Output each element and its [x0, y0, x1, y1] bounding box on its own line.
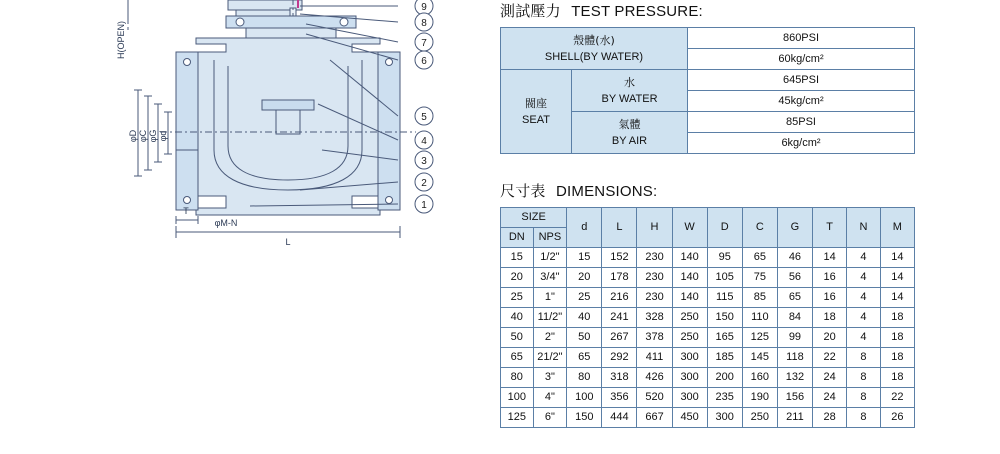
dimension-cell-D: 235 — [707, 388, 742, 408]
dimension-cell-DN: 80 — [501, 368, 534, 388]
dimension-cell-L: 356 — [602, 388, 637, 408]
dimension-cell-d: 150 — [567, 408, 602, 428]
col-header-C: C — [742, 208, 777, 248]
dimension-cell-D: 185 — [707, 348, 742, 368]
dimension-cell-d: 65 — [567, 348, 602, 368]
dimension-cell-DN: 15 — [501, 248, 534, 268]
dimension-cell-W: 140 — [672, 268, 707, 288]
table-row — [501, 308, 915, 328]
dimensions-table — [500, 207, 915, 428]
dimension-cell-T: 18 — [813, 308, 847, 328]
dimension-cell-G: 211 — [777, 408, 812, 428]
table-row — [501, 28, 915, 49]
table-row — [501, 70, 915, 91]
dimension-cell-N: 4 — [847, 248, 881, 268]
dimension-cell-G: 132 — [777, 368, 812, 388]
dimension-cell-H: 667 — [637, 408, 672, 428]
dimension-cell-C: 190 — [742, 388, 777, 408]
dimensions-title — [500, 180, 1000, 201]
table-row — [501, 268, 915, 288]
col-header-M: M — [880, 208, 914, 248]
table-row — [501, 248, 915, 268]
dimension-cell-L: 318 — [602, 368, 637, 388]
valve-technical-drawing — [0, 0, 480, 454]
dimension-cell-H: 230 — [637, 268, 672, 288]
seat-by-water-cn: 水 — [624, 75, 635, 89]
table-header-row — [501, 208, 915, 228]
dimension-cell-C: 250 — [742, 408, 777, 428]
dimension-cell-L: 292 — [602, 348, 637, 368]
dimension-cell-H: 230 — [637, 248, 672, 268]
dimension-cell-NPS: 4" — [533, 388, 567, 408]
label-phi-g: φG — [148, 129, 158, 143]
dimension-cell-N: 4 — [847, 268, 881, 288]
dimension-cell-D: 105 — [707, 268, 742, 288]
col-header-N: N — [847, 208, 881, 248]
dimension-cell-C: 110 — [742, 308, 777, 328]
dimension-cell-M: 18 — [880, 368, 914, 388]
dimension-cell-DN: 125 — [501, 408, 534, 428]
dimension-cell-M: 18 — [880, 308, 914, 328]
dimension-cell-T: 20 — [813, 328, 847, 348]
col-header-DN: DN — [501, 228, 534, 248]
dimension-cell-W: 300 — [672, 388, 707, 408]
dimension-cell-C: 125 — [742, 328, 777, 348]
dimension-cell-M: 14 — [880, 288, 914, 308]
dimension-cell-M: 18 — [880, 328, 914, 348]
shell-label-cell — [501, 28, 688, 70]
table-row — [501, 288, 915, 308]
label-h-open: H(OPEN) — [116, 21, 126, 59]
callout-3: 3 — [421, 156, 427, 167]
seat-by-air-en: BY AIR — [611, 134, 648, 147]
dimension-cell-d: 15 — [567, 248, 602, 268]
dimension-cell-W: 450 — [672, 408, 707, 428]
seat-label-en: SEAT — [522, 113, 550, 126]
dimension-cell-DN: 50 — [501, 328, 534, 348]
dimension-cell-L: 267 — [602, 328, 637, 348]
dimension-cell-D: 200 — [707, 368, 742, 388]
dimension-cell-D: 165 — [707, 328, 742, 348]
dimension-cell-G: 156 — [777, 388, 812, 408]
dimension-cell-L: 241 — [602, 308, 637, 328]
dimension-cell-G: 118 — [777, 348, 812, 368]
size-group-header: SIZE — [501, 208, 567, 228]
test-pressure-title-cn: 測試壓力 — [500, 2, 561, 20]
label-phi-d-bore: φd — [158, 130, 168, 142]
dimension-cell-NPS: 2" — [533, 328, 567, 348]
label-phi-d-outer: φD — [128, 129, 138, 143]
dimension-cell-DN: 20 — [501, 268, 534, 288]
seat-by-water-en: BY WATER — [601, 92, 658, 105]
dimension-cell-G: 56 — [777, 268, 812, 288]
dimension-cell-W: 250 — [672, 328, 707, 348]
callout-8: 8 — [421, 18, 427, 29]
dimension-cell-N: 4 — [847, 288, 881, 308]
shell-label-cn: 殼體(水) — [573, 33, 615, 47]
label-phi-c: φC — [138, 129, 148, 143]
dimension-cell-T: 16 — [813, 268, 847, 288]
dimension-cell-C: 75 — [742, 268, 777, 288]
dimension-cell-d: 25 — [567, 288, 602, 308]
test-pressure-title — [500, 0, 1000, 21]
seat-air-value-kg: 6kg/cm² — [688, 133, 915, 154]
dimension-cell-H: 426 — [637, 368, 672, 388]
dimension-cell-DN: 65 — [501, 348, 534, 368]
test-pressure-title-en: TEST PRESSURE: — [571, 3, 703, 20]
seat-by-air-cn: 氣體 — [618, 117, 641, 131]
dimension-cell-N: 8 — [847, 368, 881, 388]
dimension-cell-NPS: 1/2" — [533, 248, 567, 268]
dimension-cell-C: 160 — [742, 368, 777, 388]
dimension-cell-M: 18 — [880, 348, 914, 368]
dimension-cell-H: 520 — [637, 388, 672, 408]
dimension-cell-L: 152 — [602, 248, 637, 268]
dimension-cell-DN: 40 — [501, 308, 534, 328]
table-row — [501, 408, 915, 428]
dimension-cell-M: 14 — [880, 248, 914, 268]
dimensions-title-en: DIMENSIONS: — [555, 183, 658, 200]
col-header-NPS: NPS — [533, 228, 567, 248]
label-t: T — [183, 206, 189, 216]
dimension-cell-NPS: 6" — [533, 408, 567, 428]
dimension-cell-W: 300 — [672, 348, 707, 368]
dimension-cell-N: 4 — [847, 328, 881, 348]
callout-7: 7 — [421, 38, 427, 49]
dimension-cell-C: 65 — [742, 248, 777, 268]
dimension-cell-G: 84 — [777, 308, 812, 328]
col-header-D: D — [707, 208, 742, 248]
shell-value-kg: 60kg/cm² — [688, 49, 915, 70]
dimension-cell-d: 100 — [567, 388, 602, 408]
callout-2: 2 — [421, 178, 427, 189]
dimension-cell-T: 22 — [813, 348, 847, 368]
dimension-cell-W: 140 — [672, 288, 707, 308]
dimension-cell-DN: 100 — [501, 388, 534, 408]
dimension-cell-M: 26 — [880, 408, 914, 428]
dimension-cell-d: 20 — [567, 268, 602, 288]
dimension-cell-D: 95 — [707, 248, 742, 268]
table-row — [501, 348, 915, 368]
dimension-cell-H: 378 — [637, 328, 672, 348]
dimension-cell-M: 22 — [880, 388, 914, 408]
dimension-cell-G: 46 — [777, 248, 812, 268]
col-header-W: W — [672, 208, 707, 248]
dimensions-title-cn: 尺寸表 — [500, 182, 546, 200]
dimension-cell-N: 4 — [847, 308, 881, 328]
dimension-cell-N: 8 — [847, 388, 881, 408]
dimension-cell-T: 28 — [813, 408, 847, 428]
callout-9: 9 — [421, 2, 427, 13]
dimension-cell-N: 8 — [847, 348, 881, 368]
label-phi-m-n: φM-N — [214, 218, 238, 228]
seat-water-value-kg: 45kg/cm² — [688, 91, 915, 112]
dimension-cell-NPS: 3" — [533, 368, 567, 388]
dimension-cell-NPS: 3/4" — [533, 268, 567, 288]
dimension-cell-DN: 25 — [501, 288, 534, 308]
dimension-cell-W: 250 — [672, 308, 707, 328]
seat-label-cn: 閥座 — [525, 96, 547, 110]
dimension-cell-T: 14 — [813, 248, 847, 268]
dimension-cell-L: 178 — [602, 268, 637, 288]
seat-by-water-label — [572, 70, 688, 112]
dimension-cell-T: 24 — [813, 368, 847, 388]
callout-1: 1 — [421, 200, 427, 211]
table-row — [501, 368, 915, 388]
col-header-d: d — [567, 208, 602, 248]
dimension-cell-W: 300 — [672, 368, 707, 388]
dimension-cell-NPS: 11/2" — [533, 308, 567, 328]
dimension-cell-NPS: 21/2" — [533, 348, 567, 368]
dimension-cell-d: 50 — [567, 328, 602, 348]
dimension-cell-C: 85 — [742, 288, 777, 308]
dimension-cell-T: 16 — [813, 288, 847, 308]
dimension-cell-G: 65 — [777, 288, 812, 308]
dimension-cell-N: 8 — [847, 408, 881, 428]
seat-air-value-psi: 85PSI — [688, 112, 915, 133]
dimension-cell-D: 300 — [707, 408, 742, 428]
seat-label-cell — [501, 70, 572, 154]
table-row — [501, 328, 915, 348]
seat-water-value-psi: 645PSI — [688, 70, 915, 91]
label-l: L — [285, 237, 291, 247]
dimension-cell-M: 14 — [880, 268, 914, 288]
test-pressure-table — [500, 27, 915, 154]
col-header-G: G — [777, 208, 812, 248]
dimension-cell-G: 99 — [777, 328, 812, 348]
dimension-cell-W: 140 — [672, 248, 707, 268]
dimension-cell-D: 150 — [707, 308, 742, 328]
dimension-cell-d: 80 — [567, 368, 602, 388]
dimension-cell-H: 328 — [637, 308, 672, 328]
seat-by-air-label — [572, 112, 688, 154]
callout-5: 5 — [421, 112, 427, 123]
specification-tables — [500, 0, 1000, 454]
dimension-cell-d: 40 — [567, 308, 602, 328]
dimension-cell-L: 216 — [602, 288, 637, 308]
dimension-cell-NPS: 1" — [533, 288, 567, 308]
table-row — [501, 388, 915, 408]
dimension-cell-C: 145 — [742, 348, 777, 368]
callout-6: 6 — [421, 56, 427, 67]
shell-label-en: SHELL(BY WATER) — [544, 50, 644, 63]
col-header-H: H — [637, 208, 672, 248]
dimension-cell-D: 115 — [707, 288, 742, 308]
dimension-cell-H: 411 — [637, 348, 672, 368]
dimension-cell-H: 230 — [637, 288, 672, 308]
col-header-T: T — [813, 208, 847, 248]
dimension-cell-L: 444 — [602, 408, 637, 428]
dimension-cell-T: 24 — [813, 388, 847, 408]
callout-4: 4 — [421, 136, 427, 147]
shell-value-psi: 860PSI — [688, 28, 915, 49]
col-header-L: L — [602, 208, 637, 248]
